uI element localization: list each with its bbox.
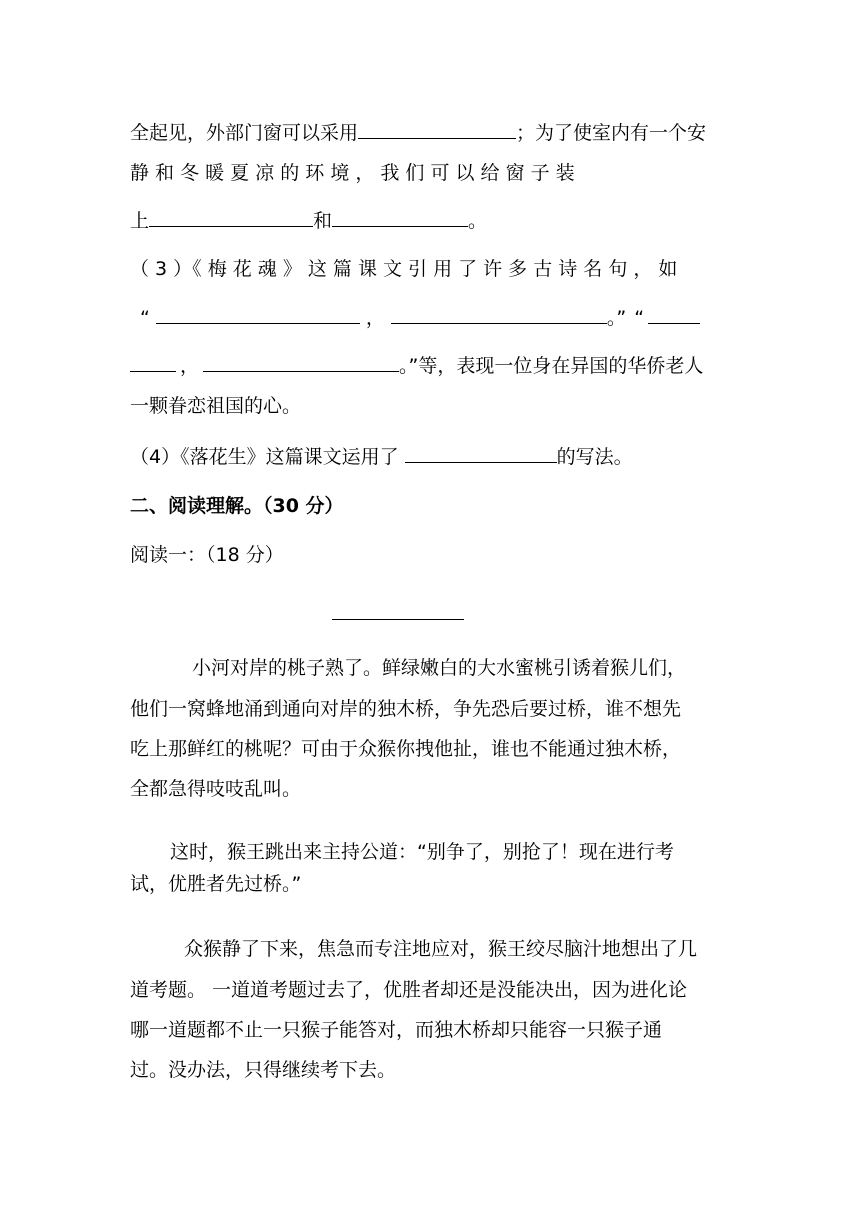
q2-line-3 (130, 206, 487, 233)
q3-open-quote-2: “ (634, 307, 645, 329)
q2-line-1 (130, 118, 706, 145)
passage-p1-line-4: 全都急得吱吱乱叫。 (130, 778, 302, 800)
q3-comma-1: ， (365, 307, 385, 329)
answer-blank-poem-3b[interactable] (130, 351, 176, 372)
passage-p3-line-3: 哪一道题都不止一只猴子能答对，而独木桥却只能容一只猴子通 (130, 1019, 663, 1041)
q2-line-2: 静 和 冬 暖 夏 凉 的 环 境 ， 我 们 可 以 给 窗 子 装 (130, 162, 575, 184)
q4-prefix: （4）《落花生》这篇课文运用了 (130, 446, 399, 468)
q2-line3-end: 。 (468, 210, 488, 232)
q2-line1-prefix: 全起见，外部门窗可以采用 (130, 122, 359, 144)
answer-blank-writing-method[interactable] (405, 442, 557, 463)
q2-line3-mid: 和 (313, 210, 333, 232)
passage-p3-line-4: 过。没办法，只得继续考下去。 (130, 1059, 397, 1081)
passage-p3-line-2: 道考题。 一道道考题过去了，优胜者却还是没能决出，因为进化论 (130, 979, 688, 1001)
passage-p1-line-2: 他们一窝蜂地涌到通向对岸的独木桥，争先恐后要过桥，谁不想先 (130, 698, 682, 720)
passage-title-blank[interactable] (332, 619, 464, 620)
answer-blank-poem-1[interactable] (156, 303, 360, 324)
section-heading: 二、阅读理解。（30 分） (130, 495, 344, 517)
passage-p1-line-3: 吃上那鲜红的桃呢？可由于众猴你拽他扯，谁也不能通过独木桥， (130, 738, 682, 760)
answer-blank-poem-4[interactable] (203, 351, 399, 372)
passage-p3-line-1: 众猴静了下来，焦急而专注地应对，猴王绞尽脑汁地想出了几 (184, 938, 698, 960)
answer-blank-poem-2[interactable] (391, 303, 607, 324)
q2-line1-suffix: ；为了使室内有一个安 (516, 122, 707, 144)
q3-close-quote: 。” (606, 307, 627, 329)
q3-line3-rest: 。”等，表现一位身在异国的华侨老人 (399, 355, 704, 377)
q4-line (130, 442, 633, 469)
answer-blank-doors-windows[interactable] (358, 118, 516, 139)
answer-blank-window-1[interactable] (149, 206, 313, 227)
passage-p2-line-2: 试，优胜者先过桥。” (130, 873, 302, 895)
q2-line3-prefix: 上 (130, 210, 150, 232)
answer-blank-poem-3a[interactable] (648, 303, 700, 324)
passage-p1-line-1: 小河对岸的桃子熟了。鲜绿嫩白的大水蜜桃引诱着猴儿们， (192, 657, 687, 679)
q3-line-3 (130, 351, 703, 378)
reading-one-label: 阅读一：（18 分） (130, 544, 284, 566)
q3-open-quote: “ (140, 307, 150, 329)
q4-suffix: 的写法。 (556, 446, 633, 468)
q3-line-1: （ 3 ）《 梅 花 魂 》 这 篇 课 文 引 用 了 许 多 古 诗 名 句 ， 如 (130, 258, 678, 280)
answer-blank-window-2[interactable] (332, 206, 468, 227)
q3-line-4: 一颗眷恋祖国的心。 (130, 395, 302, 417)
passage-p2-line-1: 这时，猴王跳出来主持公道：“别争了，别抢了！现在进行考 (170, 841, 674, 863)
q3-line-2 (140, 303, 700, 330)
q3-comma-2: ， (180, 355, 200, 377)
